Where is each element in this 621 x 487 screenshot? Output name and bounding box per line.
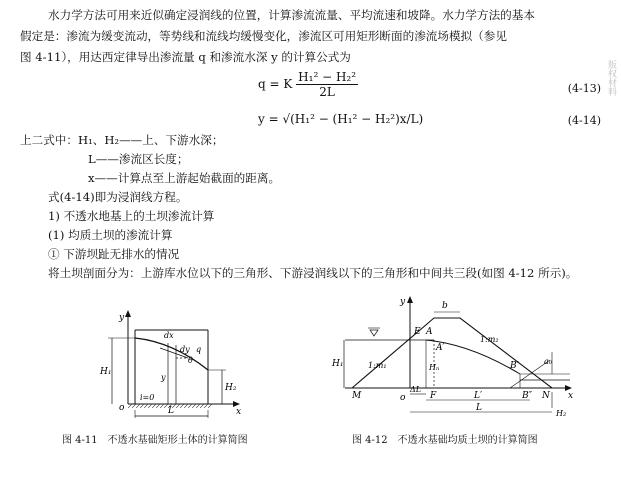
fig1-i0-label: i=0 bbox=[140, 393, 155, 402]
fig1-H1-label: H₁ bbox=[100, 367, 112, 377]
fig1-L-label: L bbox=[168, 406, 174, 416]
fig1-yv-label: y bbox=[161, 373, 166, 382]
figure-4-11 bbox=[88, 300, 248, 420]
equation-number-4-13: (4-13) bbox=[567, 82, 601, 95]
definitions-intro: 上二式中：H₁、H₂——上、下游水深； bbox=[20, 133, 224, 147]
fig2-b-label: b bbox=[442, 301, 448, 311]
fig1-theta-label: θ bbox=[188, 356, 193, 365]
definition-L: L——渗流区长度； bbox=[88, 152, 189, 166]
body-line-1: 式(4-14)即为浸润线方程。 bbox=[48, 190, 188, 204]
fig1-dx-label: dx bbox=[164, 331, 174, 340]
equation-4-13 bbox=[258, 70, 358, 99]
paragraph-line-1: 水力学方法可用来近似确定浸润线的位置，计算渗流流量、平均流速和坡降。水力学方法的基本 bbox=[48, 8, 535, 22]
figure-4-11-caption: 图 4-11 不透水基础矩形土体的计算简图 bbox=[62, 435, 248, 446]
water-level-marker bbox=[370, 330, 378, 336]
fig2-x-label: x bbox=[568, 391, 574, 401]
equation-4-14: y = √(H₁² − (H₁² − H₂²)x/L) bbox=[258, 112, 424, 126]
fig1-x-label: x bbox=[236, 407, 242, 417]
fig2-y-label: y bbox=[400, 297, 406, 307]
fig2-origin-label: o bbox=[400, 393, 406, 403]
body-line-4: ① 下游坝趾无排水的情况 bbox=[48, 247, 180, 261]
fig2-a0-label: a₀ bbox=[544, 357, 552, 366]
fraction bbox=[296, 70, 358, 99]
fig1-dy-label: dy bbox=[180, 345, 190, 354]
fig2-A-label: A bbox=[426, 327, 433, 337]
fig2-Bpp-label: B″ bbox=[522, 391, 532, 401]
definition-x: x——计算点至上游起始截面的距离。 bbox=[88, 171, 281, 185]
fig2-Ap-label: A′ bbox=[436, 343, 445, 353]
body-line-5: 将土坝剖面分为：上游库水位以下的三角形、下游浸润线以下的三角形和中间共三段(如图 4-12 所示)。 bbox=[48, 266, 578, 280]
fig2-M-label: M bbox=[352, 391, 362, 401]
y-axis-arrow bbox=[125, 310, 131, 317]
fig1-q-label: q bbox=[196, 345, 202, 354]
y-axis-arrow bbox=[407, 296, 413, 303]
phreatic-line bbox=[135, 338, 208, 370]
fig1-y-label: y bbox=[119, 313, 125, 323]
fig2-N-label: N bbox=[542, 391, 550, 401]
fig2-Bp-label: B′ bbox=[510, 361, 519, 371]
fig1-H2-label: H₂ bbox=[225, 383, 237, 393]
fraction-denominator: 2L bbox=[319, 85, 335, 99]
fig2-E-label: E bbox=[414, 327, 421, 337]
fig2-H1-label: H₁ bbox=[332, 359, 344, 369]
fig2-dL-label: ΔL bbox=[410, 385, 422, 394]
fig2-Lp-label: L′ bbox=[474, 391, 483, 401]
figure-4-12 bbox=[330, 292, 590, 422]
fig1-origin-label: o bbox=[119, 403, 125, 413]
fig2-H2-label: H₂ bbox=[556, 409, 567, 418]
fraction-numerator: H₁² − H₂² bbox=[298, 70, 357, 84]
equation-number-4-14: (4-14) bbox=[567, 114, 601, 127]
paragraph-line-3: 图 4-11），用达西定律导出渗流量 q 和渗流水深 y 的计算公式为 bbox=[20, 50, 351, 64]
paragraph-line-2: 假定是：渗流为缓变流动，等势线和流线均缓慢变化，渗流区可用矩形断面的渗流场模拟（参见 bbox=[20, 29, 507, 43]
body-line-2: 1) 不透水地基上的土坝渗流计算 bbox=[48, 209, 215, 223]
fig2-L-label: L bbox=[476, 403, 482, 413]
watermark: 版权材料 bbox=[606, 60, 616, 96]
fig2-m2-label: 1:m₂ bbox=[480, 335, 499, 344]
fig2-m1-label: 1:m₁ bbox=[368, 361, 387, 370]
fig2-Hn-label: Hₙ bbox=[429, 363, 440, 372]
figure-4-12-caption: 图 4-12 不透水基础均质土坝的计算简图 bbox=[352, 435, 538, 446]
fig2-F-label: F bbox=[430, 391, 437, 401]
equation-lhs: q = K bbox=[258, 77, 293, 91]
body-line-3: (1) 均质土坝的渗流计算 bbox=[48, 228, 173, 242]
